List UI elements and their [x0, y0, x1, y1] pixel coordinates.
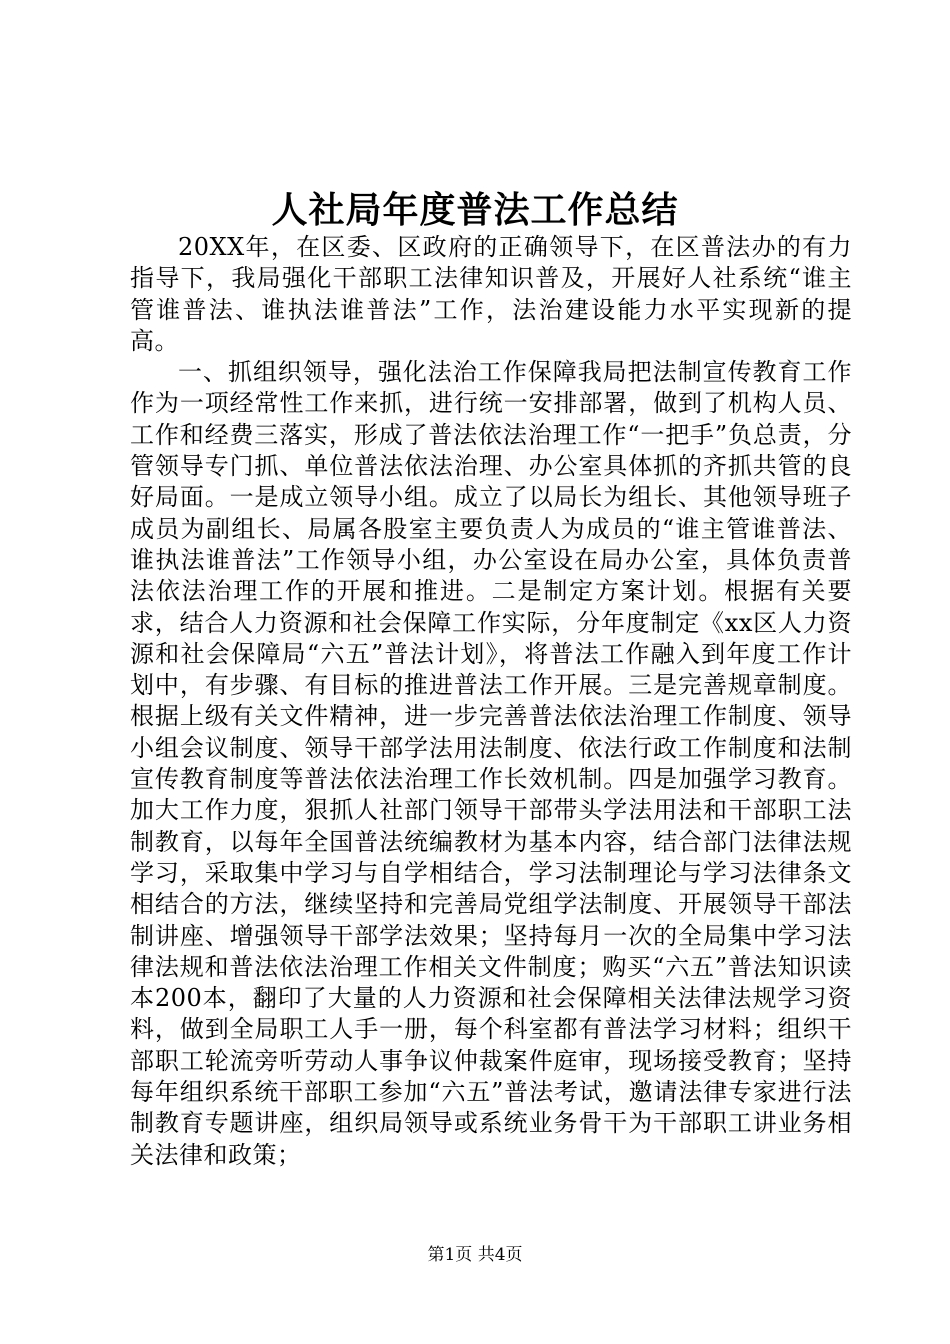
page-footer: 第1页 共4页: [427, 1245, 523, 1265]
paragraph-section-1: 一、抓组织领导，强化法治工作保障我局把法制宣传教育工作作为一项经常性工作来抓，进行统一安排部署，做到了机构人员、工作和经费三落实，形成了普法依法治理工作“一把手”负总责，分管领导专门抓、单位普法依法治理、办公室具体抓的齐抓共管的良好局面。一是成立领导小组。成立了以局长为组长、其他领导班子成员为副组长、局属各股室主要负责人为成员的“谁主管谁普法、谁执法谁普法”工作领导小组，办公室设在局办公室，具体负责普法依法治理工作的开展和推进。二是制定方案计划。根据有关要求，结合人力资源和社会保障工作实际，分年度制定《xx区人力资源和社会保障局“六五”普法计划》，将普法工作融入到年度工作计划中，有步骤、有目标的推进普法工作开展。三是完善规章制度。根据上级有关文件精神，进一步完善普法依法治理工作制度、领导小组会议制度、领导干部学法用法制度、依法行政工作制度和法制宣传教育制度等普法依法治理工作长效机制。四是加强学习教育。加大工作力度，狠抓人社部门领导干部带头学法用法和干部职工法制教育，以每年全国普法统编教材为基本内容，结合部门法律法规学习，采取集中学习与自学相结合，学习法制理论与学习法律条文相结合的方法，继续坚持和完善局党组学法制度、开展领导干部法制讲座、增强领导干部学法效果；坚持每月一次的全局集中学习法律法规和普法依法治理工作相关文件制度；购买“六五”普法知识读本200本，翻印了大量的人力资源和社会保障相关法律法规学习资料，做到全局职工人手一册，每个科室都有普法学习材料；组织干部职工轮流旁听劳动人事争议仲裁案件庭审，现场接受教育；坚持每年组织系统干部职工参加“六五”普法考试，邀请法律专家进行法制教育专题讲座，组织局领导或系统业务骨干为干部职工讲业务相关法律和政策；: [130, 358, 852, 1169]
paragraph-intro: 20XX年，在区委、区政府的正确领导下，在区普法办的有力指导下，我局强化干部职工法律知识普及，开展好人社系统“谁主管谁普法、谁执法谁普法”工作，法治建设能力水平实现新的提高。: [130, 233, 852, 355]
document-body: [130, 232, 852, 1171]
document-title: 人社局年度普法工作总结: [271, 189, 679, 231]
